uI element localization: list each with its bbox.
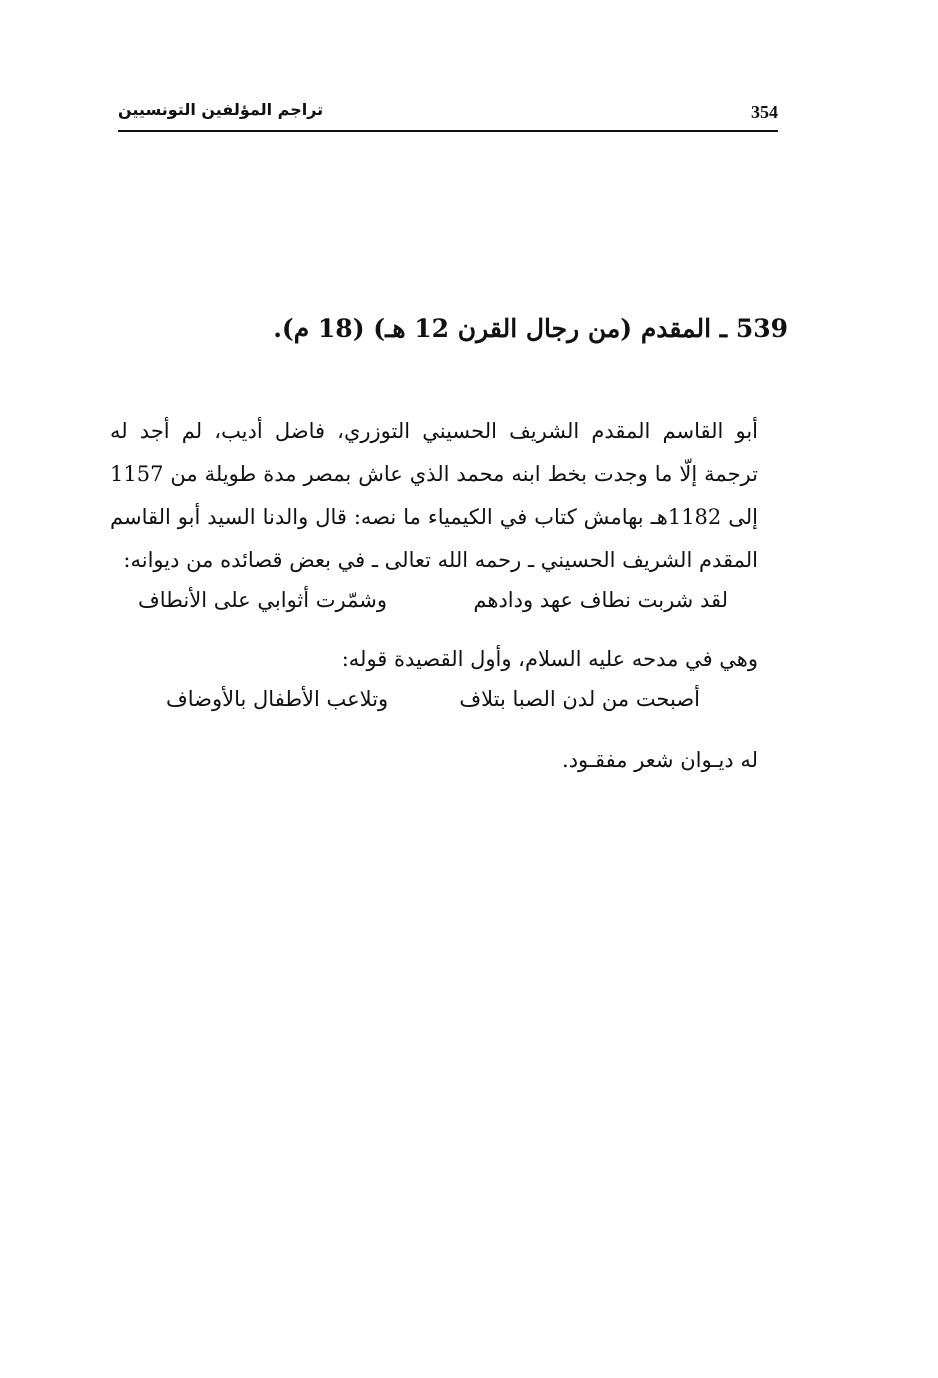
verse-line-1 (110, 582, 758, 630)
verse-1-first-hemistich: لقد شربت نطاف عهد ودادهم (473, 588, 728, 612)
verse-2-second-hemistich: وتلاعب الأطفال بالأوضاف (166, 687, 389, 711)
paragraph-biography: أبو القاسم المقدم الشريف الحسيني التوزري، فاضل أديب، لم أجد له ترجمة إلّا ما وجدت بخط ابنه محمد الذي عاش بمصر مدة طويلة من 1157 إلى 1182هـ بهامش كتاب في الكيمياء ما نصه: قال والدنا السيد أبو القاسم المقدم الشريف الحسيني ـ رحمه الله تعالى ـ في بعض قصائده من ديوانه: (110, 419, 758, 572)
verse-line-2 (110, 681, 758, 729)
page-number: 354 (751, 102, 778, 122)
paragraph-poem-intro: وهي في مدحه عليه السلام، وأول القصيدة قوله: (341, 647, 758, 671)
verse-1-second-hemistich: وشمّرت أثوابي على الأنطاف (138, 588, 388, 612)
paragraph-diwan-note: له ديـوان شعر مفقـود. (562, 748, 758, 772)
header-title: تراجم المؤلفين التونسيين (118, 100, 324, 119)
entry-body (110, 410, 758, 782)
entry-title: 539 ـ المقدم (من رجال القرن 12 هـ) (18 م). (273, 314, 788, 343)
verse-2-first-hemistich: أصبحت من لدن الصبا بتلاف (459, 687, 700, 711)
running-header (118, 96, 778, 132)
